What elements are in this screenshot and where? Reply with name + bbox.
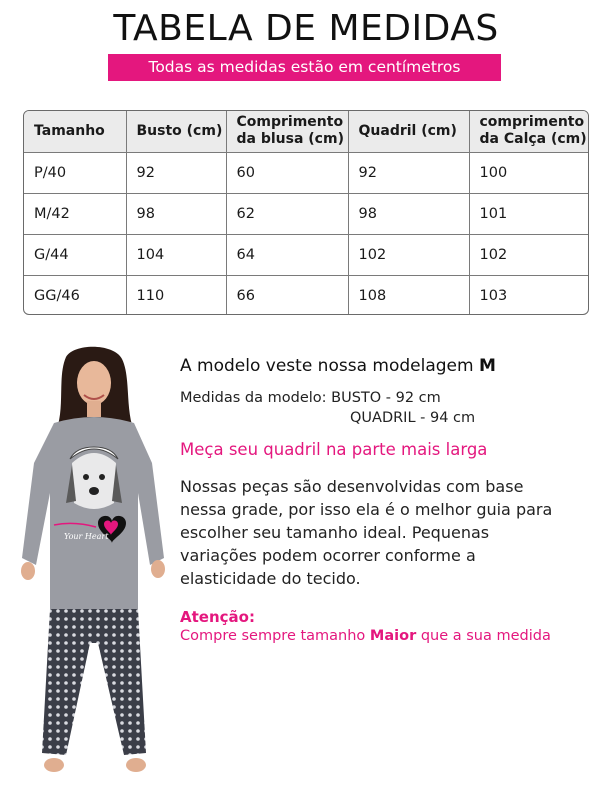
subtitle-banner: Todas as medidas estão em centímetros [108,54,501,81]
cell-size: P/40 [24,152,126,193]
table-row [24,152,589,193]
hip-tip: Meça seu quadril na parte mais larga [180,440,488,459]
cell-pants-length: 103 [479,287,508,304]
cell-size: GG/46 [24,275,126,315]
cell-size: M/42 [24,193,126,234]
col-header-blouse-length: Comprimento da blusa (cm) [226,111,348,152]
cell-pants-length: 100 [469,152,589,193]
col-header-size: Tamanho [24,111,126,152]
info-panel [180,356,612,644]
table-row [24,275,589,315]
table-row [24,193,589,234]
cell-bust: 98 [126,193,226,234]
col-header-hip: Quadril (cm) [348,111,469,152]
table-header-row [24,111,589,152]
col-header-bust: Busto (cm) [126,111,226,152]
cell-pants-length: 101 [469,193,589,234]
shirt-text: Your Heart [64,532,109,541]
model-sweater [22,417,164,611]
cell-bust: 110 [126,275,226,315]
cell-bust: 92 [126,152,226,193]
model-photo [14,343,172,785]
size-table [23,110,589,315]
model-pants [42,609,146,755]
table-row [24,234,589,275]
cell-blouse-length: 64 [226,234,348,275]
attention-text: Compre sempre tamanho Maior que a sua medida [180,628,551,644]
cell-blouse-length: 66 [226,275,348,315]
cell-blouse-length: 60 [226,152,348,193]
model-measurements [180,388,612,428]
model-bust: BUSTO - 92 cm [331,390,441,406]
col-header-pants-length: comprimento da Calça (cm) [469,111,589,152]
model-size-line: A modelo veste nossa modelagem M [180,356,496,376]
cell-hip: 92 [348,152,469,193]
cell-hip: 102 [348,234,469,275]
cell-bust: 104 [126,234,226,275]
cell-blouse-length: 62 [226,193,348,234]
measures-label: Medidas da modelo: [180,390,327,406]
description-paragraph: Nossas peças são desenvolvidas com base nessa grade, por isso ela é o melhor guia para escolher seu tamanho ideal. Pequenas variações podem ocorrer conforme a elasticidade do tecido. [180,477,553,588]
page-title: TABELA DE MEDIDAS [113,8,499,49]
model-hip: QUADRIL - 94 cm [350,410,476,426]
cell-size: G/44 [24,234,126,275]
cell-hip: 98 [348,193,469,234]
attention-title: Atenção: [180,608,255,626]
cell-pants-length: 102 [469,234,589,275]
model-size: M [478,356,496,376]
cell-hip: 108 [348,275,469,315]
